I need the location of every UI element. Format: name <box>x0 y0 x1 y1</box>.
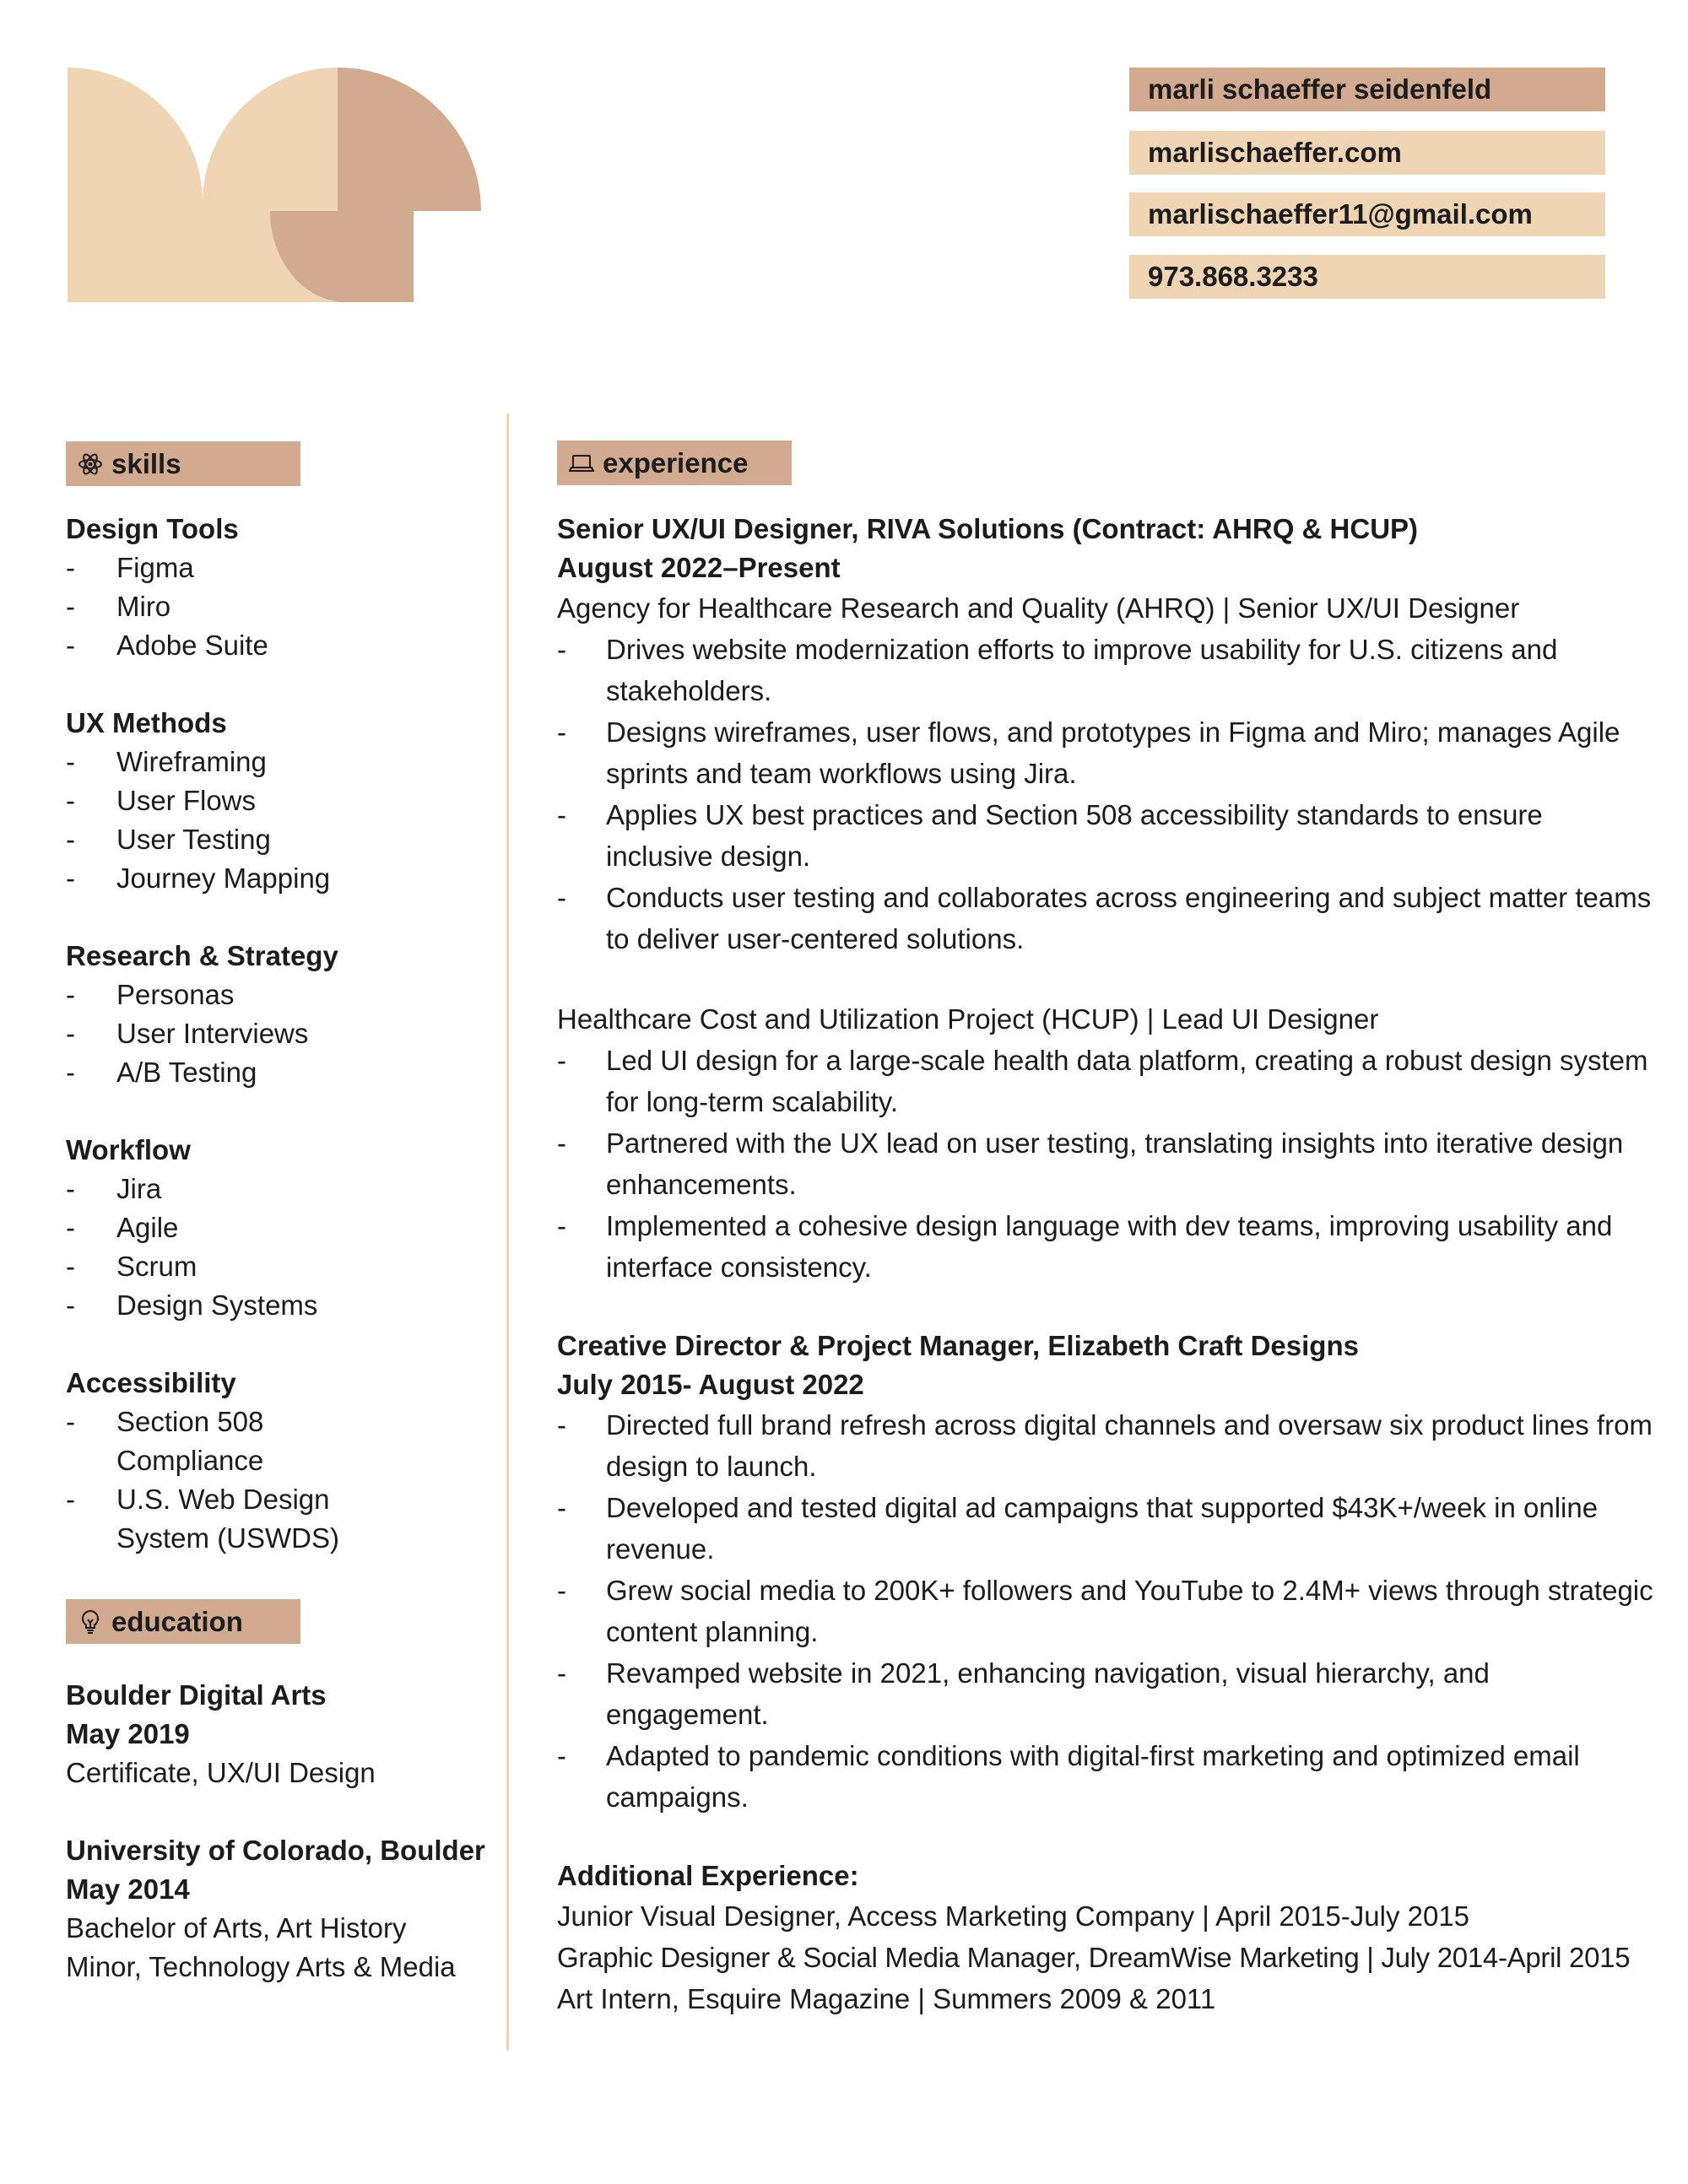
job-bullet: - Directed full brand refresh across digital channels and oversaw six product lines from design to launch. <box>557 1404 1654 1487</box>
education-school: Boulder Digital Arts <box>66 1679 327 1711</box>
logo-shape-left <box>68 68 203 302</box>
education-heading-label: education <box>111 1606 243 1637</box>
experience-heading <box>557 441 792 485</box>
job-subtitle: Agency for Healthcare Research and Quality (AHRQ) | Senior UX/UI Designer <box>557 592 1520 624</box>
education-school: University of Colorado, Boulder <box>66 1835 485 1866</box>
additional-experience <box>557 1857 1654 2019</box>
skill-group-title: Research & Strategy <box>66 940 338 971</box>
skill-item: - A/B Testing <box>66 1053 496 1092</box>
contact-name: marli schaeffer seidenfeld <box>1129 68 1605 111</box>
education-detail: Bachelor of Arts, Art History <box>66 1912 407 1943</box>
skill-item: - Journey Mapping <box>66 859 496 898</box>
monogram-logo <box>68 68 481 302</box>
skill-group-title: Workflow <box>66 1134 191 1165</box>
skill-group-title: UX Methods <box>66 707 227 738</box>
skill-group-title: Design Tools <box>66 513 239 544</box>
job-bullet: - Partnered with the UX lead on user testing, translating insights into iterative design enhancements. <box>557 1122 1654 1205</box>
skill-item: - Personas <box>66 976 496 1014</box>
skill-item: - Jira <box>66 1170 496 1208</box>
skill-item: - User Interviews <box>66 1014 496 1053</box>
experience-heading-label: experience <box>603 447 749 478</box>
job-bullet: - Developed and tested digital ad campaigns that supported $43K+/week in online revenue. <box>557 1487 1654 1570</box>
skill-group-workflow <box>66 1131 496 1325</box>
job-subtitle: Healthcare Cost and Utilization Project (HCUP) | Lead UI Designer <box>557 1003 1379 1035</box>
education-list <box>66 1676 505 1987</box>
skill-group-title: Accessibility <box>66 1367 236 1398</box>
additional-experience-line: Art Intern, Esquire Magazine | Summers 2009 & 2011 <box>557 1983 1216 2014</box>
job-bullet: - Implemented a cohesive design language with dev teams, improving usability and interface consistency. <box>557 1205 1654 1288</box>
skill-item: - Adobe Suite <box>66 626 496 665</box>
education-entry <box>66 1676 505 1792</box>
skill-group-accessibility <box>66 1364 496 1558</box>
skill-item: - U.S. Web Design System (USWDS) <box>66 1480 370 1558</box>
skill-item: - Section 508 Compliance <box>66 1403 336 1480</box>
job-date: July 2015- August 2022 <box>557 1369 864 1400</box>
additional-experience-line: Graphic Designer & Social Media Manager, DreamWise Marketing | July 2014-April 2015 <box>557 1942 1631 1973</box>
skill-item: - Miro <box>66 587 496 626</box>
education-date: May 2019 <box>66 1718 190 1749</box>
job-bullet: - Adapted to pandemic conditions with digital-first marketing and optimized email campaigns. <box>557 1735 1654 1818</box>
skill-item: - Agile <box>66 1208 496 1247</box>
job-date: August 2022–Present <box>557 552 841 583</box>
skill-item: - User Flows <box>66 781 496 820</box>
job-bullet: - Conducts user testing and collaborates across engineering and subject matter teams to deliver user-centered solutions. <box>557 877 1654 960</box>
column-divider <box>506 414 509 2051</box>
job-bullet: - Applies UX best practices and Section 508 accessibility standards to ensure inclusive design. <box>557 794 1654 877</box>
laptop-icon <box>569 451 594 476</box>
job-bullet: - Designs wireframes, user flows, and prototypes in Figma and Miro; manages Agile sprints and team workflows using Jira. <box>557 711 1654 794</box>
education-detail: Minor, Technology Arts & Media <box>66 1951 456 1982</box>
atom-icon <box>78 451 103 477</box>
contact-website[interactable]: marlischaeffer.com <box>1129 131 1605 175</box>
skill-item: - User Testing <box>66 820 496 859</box>
job-bullet: - Revamped website in 2021, enhancing navigation, visual hierarchy, and engagement. <box>557 1652 1654 1735</box>
skills-heading-label: skills <box>111 448 181 479</box>
contact-phone[interactable]: 973.868.3233 <box>1129 255 1605 299</box>
education-entry <box>66 1831 505 1987</box>
skill-item: - Figma <box>66 549 496 587</box>
skill-item: - Scrum <box>66 1247 496 1286</box>
left-column <box>66 510 496 1558</box>
job-bullet: - Drives website modernization efforts to improve usability for U.S. citizens and stakeholders. <box>557 629 1654 711</box>
job-entry <box>557 1327 1654 1818</box>
skill-item: - Design Systems <box>66 1286 496 1325</box>
job-bullet: - Led UI design for a large-scale health data platform, creating a robust design system for long-term scalability. <box>557 1040 1654 1122</box>
contact-email[interactable]: marlischaeffer11@gmail.com <box>1129 192 1605 236</box>
education-detail: Certificate, UX/UI Design <box>66 1757 376 1788</box>
additional-experience-title: Additional Experience: <box>557 1860 859 1891</box>
education-heading <box>66 1599 300 1644</box>
experience-list <box>557 510 1654 2019</box>
skill-group-design-tools <box>66 510 496 665</box>
job-title: Senior UX/UI Designer, RIVA Solutions (Contract: AHRQ & HCUP) <box>557 513 1419 544</box>
skill-group-ux-methods <box>66 704 496 898</box>
skill-group-research-strategy <box>66 937 496 1092</box>
job-entry <box>557 510 1654 1288</box>
additional-experience-line: Junior Visual Designer, Access Marketing Company | April 2015-July 2015 <box>557 1900 1470 1932</box>
job-bullet: - Grew social media to 200K+ followers and YouTube to 2.4M+ views through strategic content planning. <box>557 1570 1654 1652</box>
education-date: May 2014 <box>66 1873 190 1905</box>
lightbulb-icon <box>78 1609 103 1635</box>
skills-heading <box>66 441 300 486</box>
job-title: Creative Director & Project Manager, Elizabeth Craft Designs <box>557 1330 1359 1361</box>
skill-item: - Wireframing <box>66 743 496 781</box>
